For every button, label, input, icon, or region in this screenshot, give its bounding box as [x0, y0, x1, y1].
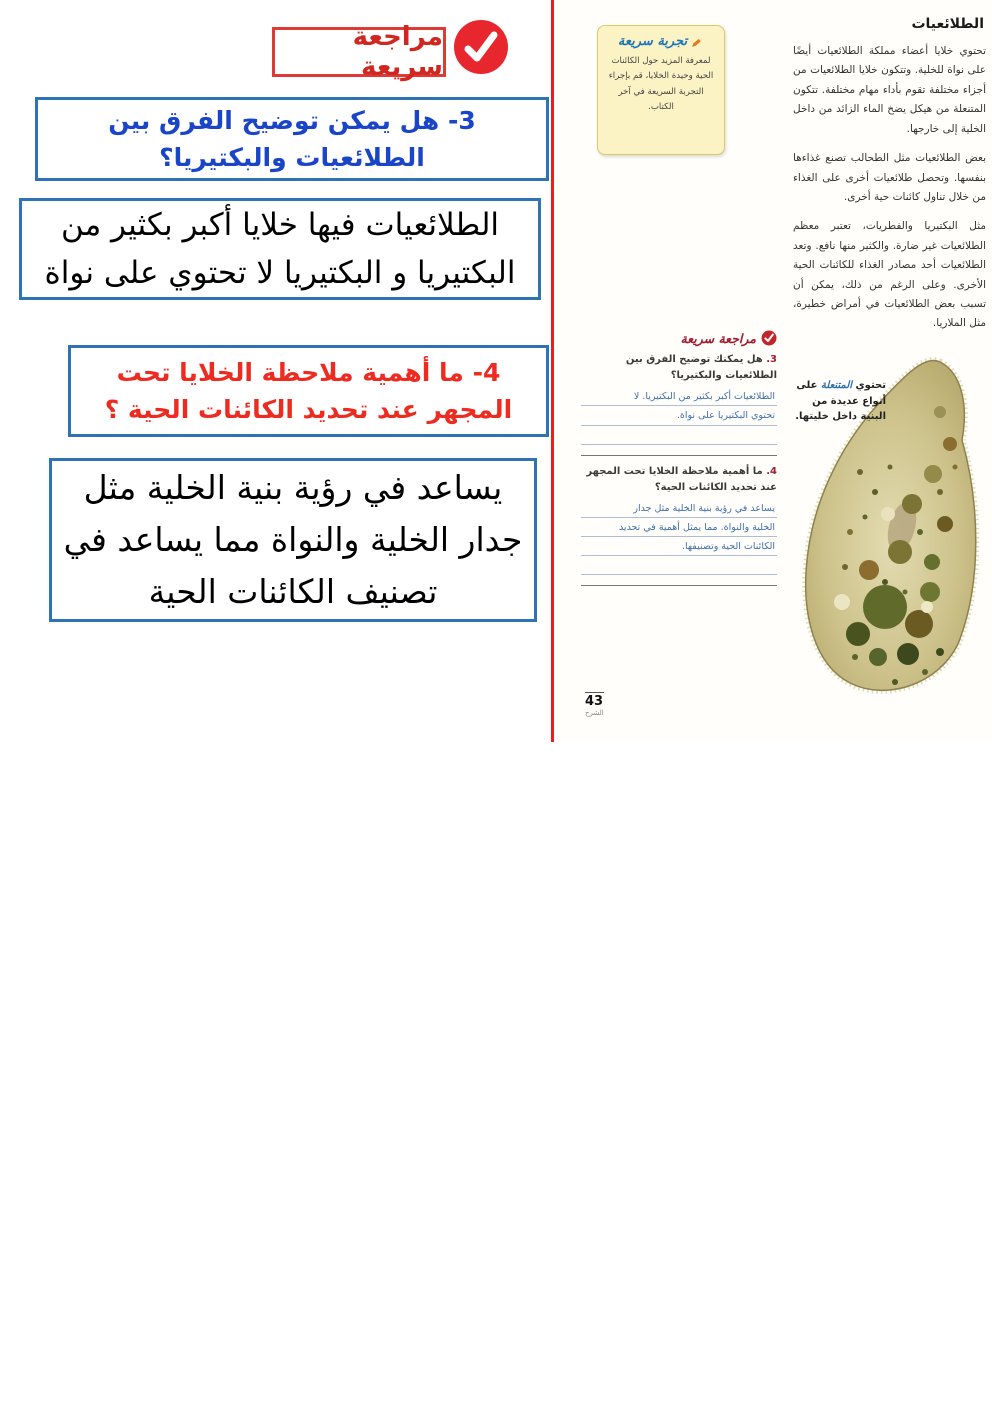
answer-4-box — [49, 458, 537, 622]
question-3-box — [35, 97, 549, 181]
review-question-text — [581, 464, 777, 496]
answer-3-box — [19, 198, 541, 300]
answer-line: الطلائعيات أكبر بكثير من البكتيريا. لا — [581, 387, 777, 406]
page-spine-line — [551, 0, 554, 742]
question-text: ما أهمية ملاحظة الخلايا تحت المجهر عند تحديد الكائنات الحية؟ — [586, 465, 777, 493]
page-number: 43 — [585, 694, 604, 709]
question-4-text: 4- ما أهمية ملاحظة الخلايا تحت المجهر عند تحديد الكائنات الحية ؟ — [104, 357, 513, 424]
paragraph: مثل البكتيريا والفطريات، تعتبر معظم الطلائعيات غير ضارة. والكثير منها نافع. وتعد الطلائعيات أحد مصادر الغذاء للكائنات الحية الأخرى. وعلى الرغم من ذلك، يمكن أن تسبب بعض الطلائعيات في أمراض خطيرة، مثل الملاريا. — [793, 220, 986, 330]
quick-lab-box — [597, 25, 725, 155]
review-question-text — [581, 352, 777, 384]
figure-caption — [792, 378, 886, 425]
page-footer — [585, 692, 604, 717]
paramecium-figure — [790, 352, 990, 702]
answer-line: الخلية والنواة. مما يمثل أهمية في تحديد — [581, 518, 777, 537]
pencil-icon — [691, 35, 704, 48]
divider — [581, 455, 777, 456]
quick-review-header — [581, 330, 777, 346]
quick-lab-body: لمعرفة المزيد حول الكائنات الحية وحيدة الخلايا، قم بإجراء التجربة السريعة في آخر الكتاب. — [608, 56, 714, 113]
review-question-3 — [581, 352, 777, 445]
answer-3-text: الطلائعيات فيها خلايا أكبر بكثير من البكتيريا و البكتيريا لا تحتوي على نواة — [44, 206, 516, 291]
quick-review-label-box — [272, 22, 446, 82]
question-3-text: 3- هل يمكن توضيح الفرق بين الطلائعيات والبكتيريا؟ — [108, 105, 476, 172]
quick-review-label: مراجعة سريعة — [352, 22, 443, 82]
quick-lab-header — [605, 34, 717, 49]
review-question-4 — [581, 464, 777, 576]
answer-line: تحتوي البكتيريا على نواة. — [581, 406, 777, 425]
textbook-page — [551, 0, 992, 742]
paragraph: تحتوي خلايا أعضاء مملكة الطلائعيات أيضًا على نواة للخلية. وتتكون خلايا الطلائعيات من أجزاء مختلفة تقوم بأداء مهام مختلفة. تتكون المتنعلة من هيكل يضخ الماء الزائد من داخل الخلية إلى خارجها. — [793, 45, 986, 135]
question-number: 3. — [766, 354, 777, 365]
caption-keyword: المتنعلة — [820, 380, 853, 391]
caption-text: على أنواع عديدة من البنية داخل خليتها. — [795, 380, 886, 422]
question-4-box — [68, 345, 549, 437]
main-text-column — [793, 42, 986, 344]
answer-line: يساعد في رؤية بنية الخلية مثل جدار — [581, 499, 777, 518]
quick-review-section — [581, 330, 777, 594]
quick-lab-title: تجربة سريعة — [617, 34, 688, 49]
quick-review-heading: مراجعة سريعة — [680, 330, 756, 346]
footer-label: الشرح — [585, 709, 604, 717]
paragraph: بعض الطلائعيات مثل الطحالب تصنع غذاءها بنفسها. وتحصل طلائعيات أخرى على الغذاء من خلال تناول كائنات حية أخرى. — [793, 152, 986, 203]
question-number: 4. — [766, 465, 777, 477]
answer-line: الكائنات الحية وتصنيفها. — [581, 537, 777, 556]
check-icon-small — [761, 330, 777, 346]
caption-text: تحتوي — [855, 380, 886, 391]
answer-line-empty — [581, 556, 777, 575]
divider — [581, 585, 777, 586]
answer-line-empty — [581, 426, 777, 445]
question-text: هل يمكنك توضيح الفرق بين الطلائعيات والبكتيريا؟ — [625, 354, 777, 381]
page-title: الطلائعيات — [911, 16, 984, 32]
answer-4-text: يساعد في رؤية بنية الخلية مثل جدار الخلية والنواة مما يساعد في تصنيف الكائنات الحية — [63, 467, 523, 612]
checkmark-icon — [452, 18, 510, 76]
